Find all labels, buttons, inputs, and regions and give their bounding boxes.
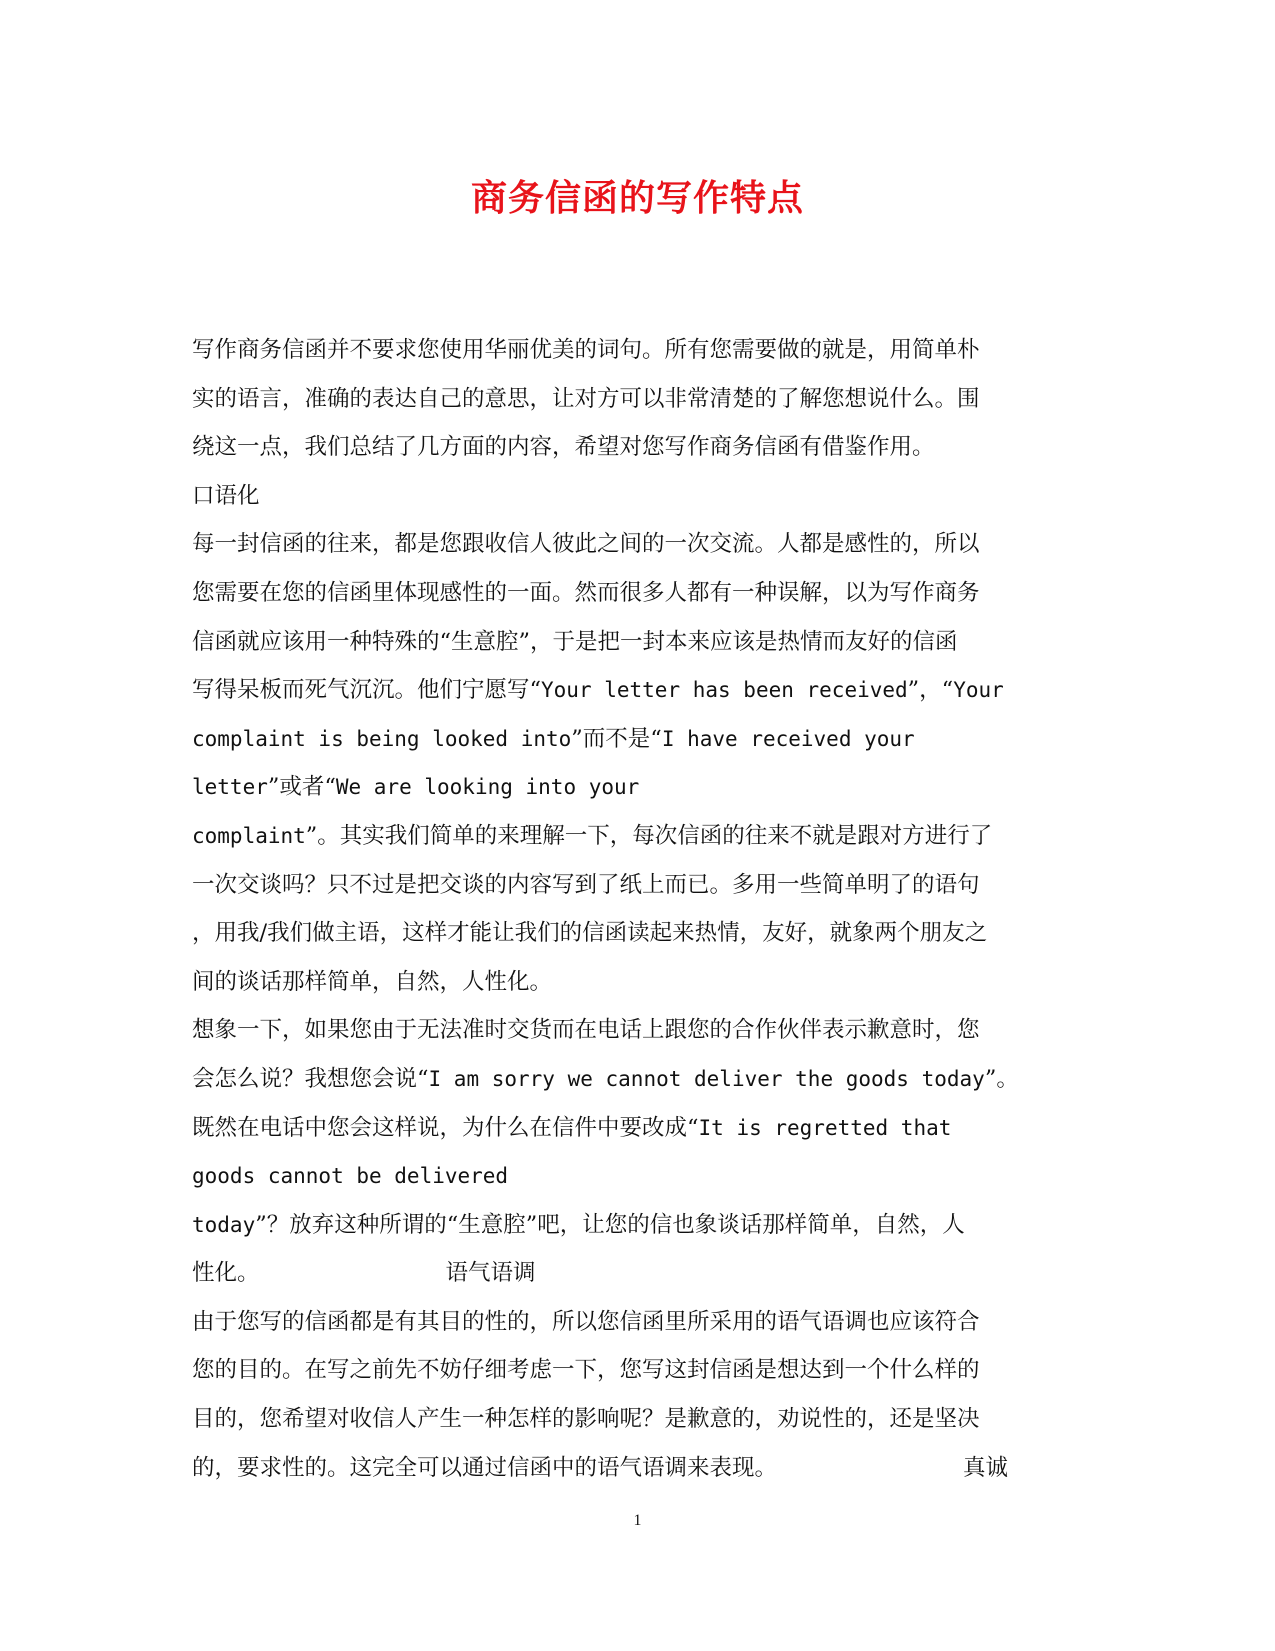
english-segment: today: [192, 1212, 256, 1237]
text-segment: ”或者“: [267, 774, 336, 801]
text-line: [192, 763, 1082, 812]
text-segment: 绕这一点，我们总结了几方面的内容，希望对您写作商务信函有借鉴作用。: [192, 434, 935, 461]
english-segment: Your: [953, 678, 1004, 703]
english-segment: I have received your: [661, 726, 915, 751]
document-body: [192, 326, 1082, 1492]
english-segment: We are looking into your: [335, 775, 640, 800]
text-segment: ”而不是“: [571, 725, 662, 752]
text-segment: 性化。: [192, 1260, 260, 1287]
english-segment: I am sorry we cannot deliver the goods today: [428, 1066, 985, 1091]
text-segment: 想象一下，如果您由于无法准时交货而在电话上跟您的合作伙伴表示歉意时，您: [192, 1017, 980, 1044]
text-line: [192, 909, 1082, 958]
text-segment: 一次交谈吗？只不过是把交谈的内容写到了纸上而已。多用一些简单明了的语句: [192, 871, 980, 898]
text-segment: 口语化: [192, 482, 260, 509]
text-line: [192, 812, 1082, 861]
document-title: 商务信函的写作特点: [470, 177, 804, 219]
text-segment: 目的，您希望对收信人产生一种怎样的影响呢？是歉意的，劝说性的，还是坚决: [192, 1406, 980, 1433]
english-segment: goods cannot be delivered: [192, 1164, 509, 1189]
text-line: [192, 1006, 1082, 1055]
text-segment: ”。: [984, 1065, 1019, 1092]
text-line: [192, 715, 1082, 764]
text-line: [192, 1298, 1082, 1347]
english-segment: complaint is being looked into: [192, 726, 572, 751]
text-segment: 每一封信函的往来，都是您跟收信人彼此之间的一次交流。人都是感性的，所以: [192, 531, 980, 558]
english-segment: It is regretted that: [698, 1115, 952, 1140]
text-line: [192, 423, 1082, 472]
text-segment: ”。其实我们简单的来理解一下，每次信函的往来不就是跟对方进行了: [305, 822, 993, 849]
text-line: [192, 520, 1082, 569]
text-line: [192, 1444, 1082, 1493]
text-segment: 真诚: [963, 1454, 1009, 1481]
text-segment: 既然在电话中您会这样说，为什么在信件中要改成“: [192, 1114, 699, 1141]
english-segment: letter: [192, 775, 268, 800]
page-number: 1: [633, 1512, 642, 1529]
text-line: [192, 1201, 1082, 1250]
text-line: [192, 618, 1082, 667]
text-line: [192, 569, 1082, 618]
text-segment: ，用我/我们做主语，这样才能让我们的信函读起来热情，友好，就象两个朋友之: [192, 920, 988, 947]
text-line: [192, 666, 1082, 715]
text-line: [192, 1395, 1082, 1444]
english-segment: complaint: [192, 823, 306, 848]
text-line: [192, 375, 1082, 424]
text-segment: 实的语言，准确的表达自己的意思，让对方可以非常清楚的了解您想说什么。围: [192, 385, 980, 412]
text-segment: 语气语调: [445, 1260, 536, 1287]
text-line: [192, 326, 1082, 375]
text-line: [192, 472, 1082, 521]
text-line: [192, 1055, 1082, 1104]
text-segment: ”，“: [907, 677, 954, 704]
english-segment: Your letter has been received: [541, 678, 908, 703]
text-line: [192, 1249, 1082, 1298]
text-segment: 写得呆板而死气沉沉。他们宁愿写“: [192, 677, 542, 704]
text-line: [192, 1104, 1082, 1153]
text-line: [192, 1346, 1082, 1395]
text-segment: 的，要求性的。这完全可以通过信函中的语气语调来表现。: [192, 1454, 778, 1481]
text-segment: 您的目的。在写之前先不妨仔细考虑一下，您写这封信函是想达到一个什么样的: [192, 1357, 980, 1384]
text-segment: ”？放弃这种所谓的“生意腔”吧，让您的信也象谈话那样简单，自然，人: [255, 1211, 965, 1238]
text-segment: 会怎么说？我想您会说“: [192, 1065, 429, 1092]
text-line: [192, 1152, 1082, 1201]
text-line: [192, 958, 1082, 1007]
text-segment: 由于您写的信函都是有其目的性的，所以您信函里所采用的语气语调也应该符合: [192, 1308, 980, 1335]
text-segment: 写作商务信函并不要求您使用华丽优美的词句。所有您需要做的就是，用简单朴: [192, 337, 980, 363]
text-segment: 您需要在您的信函里体现感性的一面。然而很多人都有一种误解，以为写作商务: [192, 579, 980, 606]
text-line: [192, 861, 1082, 910]
text-segment: 间的谈话那样简单，自然，人性化。: [192, 968, 553, 995]
text-segment: 信函就应该用一种特殊的“生意腔”，于是把一封本来应该是热情而友好的信函: [192, 628, 958, 655]
